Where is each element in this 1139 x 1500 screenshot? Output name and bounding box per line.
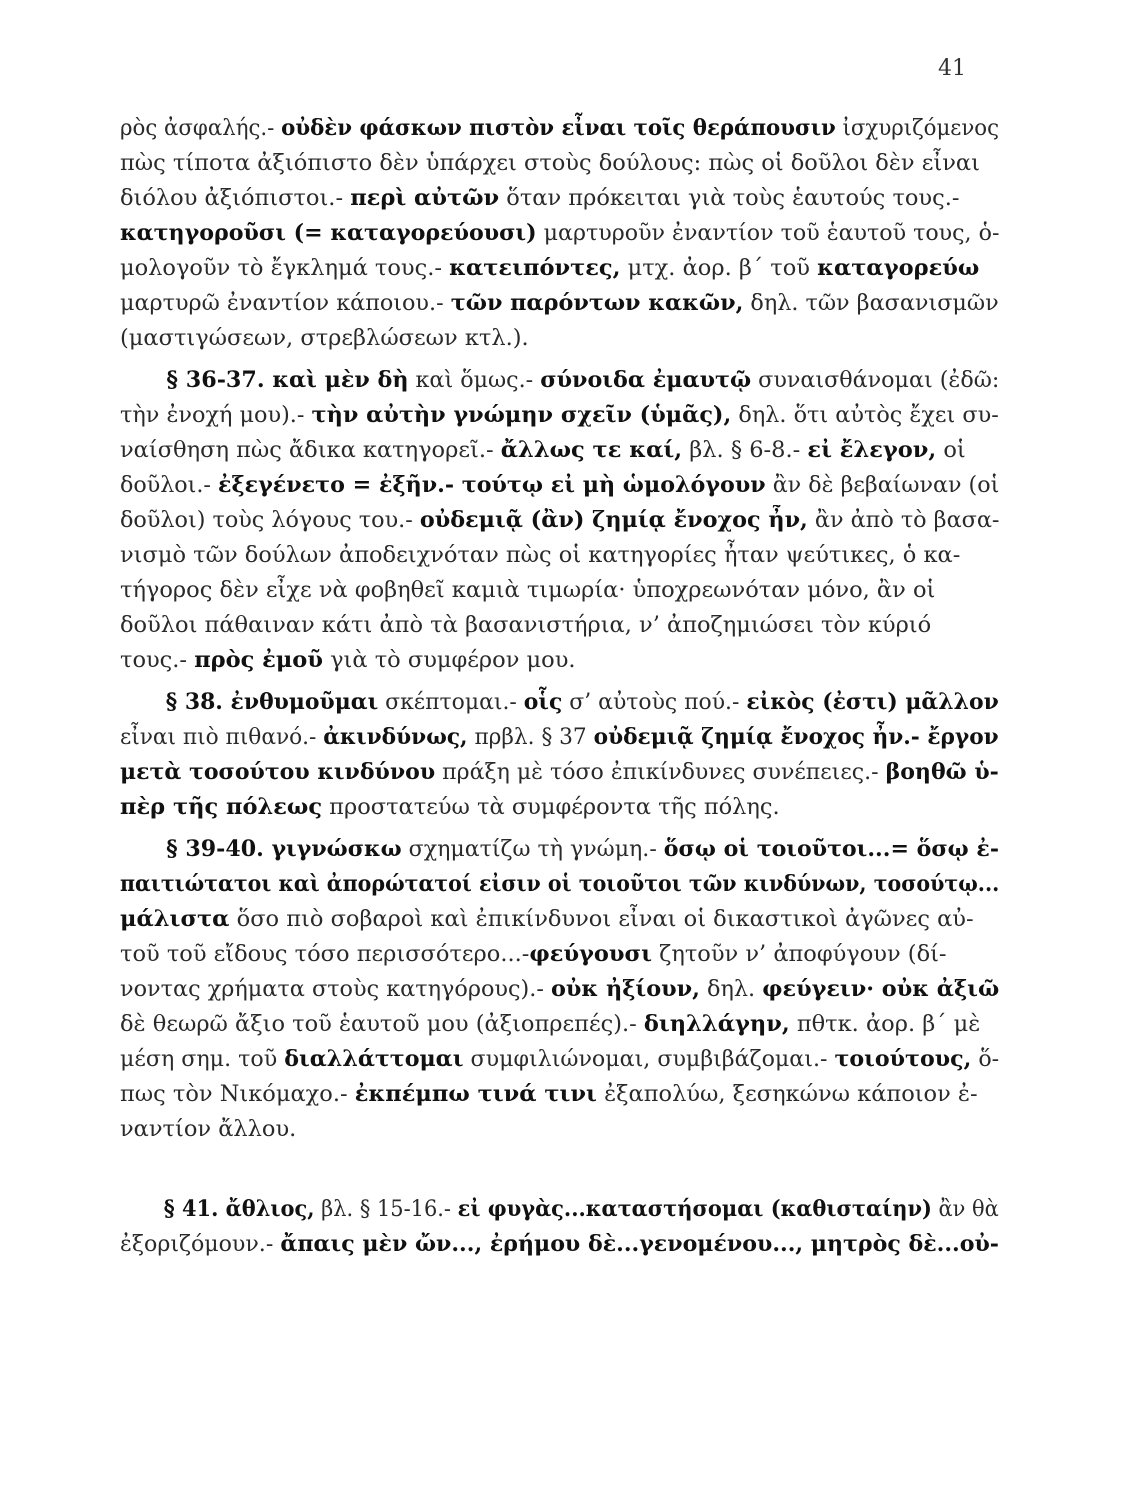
bold-term: ὅσῳ οἱ τοιοῦτοι...= ὅσῳ ἐ- xyxy=(663,836,1000,862)
text-run: πθτκ. ἀορ. β΄ μὲ xyxy=(789,1011,981,1037)
text-line xyxy=(120,218,999,248)
text-line xyxy=(120,1009,980,1039)
text-line xyxy=(120,435,966,465)
bold-term: οὐδεμιᾷ (ἂν) ζημίᾳ ἔνοχος ἦν, xyxy=(419,507,808,533)
bold-term: § 36-37. καὶ μὲν δὴ xyxy=(120,367,409,393)
text-line xyxy=(120,1079,978,1109)
bold-term: μετὰ τοσούτου κινδύνου xyxy=(120,759,436,785)
text-run: συμφιλιώνομαι, συμβιβάζομαι.- xyxy=(463,1046,835,1072)
text-run: ἂν δὲ βεβαίωναν (οἱ xyxy=(765,472,1000,498)
text-run: ἂν θὰ xyxy=(931,1196,999,1222)
text-run: σκέπτομαι.- xyxy=(378,689,524,715)
text-run: πως τὸν Νικόμαχο.- xyxy=(120,1081,355,1107)
text-run: δηλ. xyxy=(699,976,763,1002)
bold-term: εἰ φυγὰς...καταστήσομαι (καθισταίην) xyxy=(457,1196,932,1222)
text-line xyxy=(120,323,529,353)
text-line xyxy=(120,1044,999,1074)
bold-term: οὐκ ἠξίουν, xyxy=(551,976,700,1002)
text-line xyxy=(120,540,960,570)
text-run: δοῦλοι) τοὺς λόγους του.- xyxy=(120,507,420,533)
text-line xyxy=(120,834,999,864)
text-run: μέση σημ. τοῦ xyxy=(120,1046,285,1072)
bold-term: ἐκπέμπω τινά τινι xyxy=(354,1081,597,1107)
text-run: πὼς τίποτα ἀξιόπιστο δὲν ὑπάρχει στοὺς δούλους: πὼς οἱ δοῦλοι δὲν εἶναι xyxy=(120,150,980,176)
text-run: τὴν ἐνοχή μου).- xyxy=(120,402,312,428)
bold-term: παιτιώτατοι καὶ ἀπορώτατοί εἰσιν οἱ τοιοῦτοι τῶν κινδύνων, τοσούτῳ... xyxy=(120,871,1000,897)
text-line xyxy=(120,253,979,283)
bold-term: οὐδεμιᾷ ζημίᾳ ἔνοχος ἦν.- ἔργον xyxy=(593,724,999,750)
text-run: δηλ. ὅτι αὐτὸς ἔχει συ- xyxy=(731,402,999,428)
text-line xyxy=(120,183,959,213)
bold-term: ἀκινδύνως, xyxy=(323,724,468,750)
text-line xyxy=(120,1114,296,1144)
bold-term: § 38. ἐνθυμοῦμαι xyxy=(120,689,379,715)
text-line xyxy=(120,869,999,899)
text-run: εἶναι πιὸ πιθανό.- xyxy=(120,724,324,750)
text-run: τήγορος δὲν εἶχε νὰ φοβηθεῖ καμιὰ τιμωρία· ὑποχρεωνόταν μόνο, ἂν οἱ xyxy=(120,577,936,603)
text-run: δοῦλοι.- xyxy=(120,472,218,498)
text-run: τοῦ τοῦ εἴδους τόσο περισσότερο...- xyxy=(120,941,530,967)
text-run: ὅ- xyxy=(971,1046,1000,1072)
text-line xyxy=(120,1194,999,1224)
text-run: δοῦλοι πάθαιναν κάτι ἀπὸ τὰ βασανιστήρια, ν’ ἀποζημιώσει τὸν κύριό xyxy=(120,612,932,638)
text-run: νοντας χρήματα στοὺς κατηγόρους).- xyxy=(120,976,552,1002)
bold-term: § 39-40. γιγνώσκω xyxy=(120,836,402,862)
bold-term: διηλλάγην, xyxy=(643,1011,790,1037)
text-run: γιὰ τὸ συμφέρον μου. xyxy=(322,647,576,673)
text-run: (μαστιγώσεων, στρεβλώσεων κτλ.). xyxy=(120,325,529,351)
text-run: νισμὸ τῶν δούλων ἀποδειχνόταν πὼς οἱ κατηγορίες ἦταν ψεύτικες, ὁ κα- xyxy=(120,542,961,568)
bold-term: βοηθῶ ὑ- xyxy=(885,759,999,785)
text-line xyxy=(120,505,999,535)
text-line xyxy=(120,645,576,675)
text-line xyxy=(120,722,999,752)
bold-term: εἰ ἔλεγον, xyxy=(807,437,937,463)
text-run: διόλου ἀξιόπιστοι.- xyxy=(120,185,351,211)
bold-term: § 41. ἄθλιος, xyxy=(120,1196,315,1222)
bold-term: καταγορεύω xyxy=(817,255,980,281)
text-line xyxy=(120,365,999,395)
page-number: 41 xyxy=(938,56,966,81)
bold-term: πρὸς ἐμοῦ xyxy=(194,647,323,673)
text-line xyxy=(120,904,974,934)
text-line xyxy=(120,687,999,717)
text-line xyxy=(120,470,999,500)
text-run: σχηματίζω τὴ γνώμη.- xyxy=(401,836,664,862)
text-run: πράξη μὲ τόσο ἐπικίνδυνες συνέπειες.- xyxy=(435,759,886,785)
text-run: οἱ xyxy=(936,437,966,463)
text-line xyxy=(120,610,931,640)
text-run: μαρτυροῦν ἐναντίον τοῦ ἑαυτοῦ τους, ὁ- xyxy=(536,220,1000,246)
bold-term: οὐδὲν φάσκων πιστὸν εἶναι τοῖς θεράπουσιν xyxy=(281,115,836,141)
text-run: καὶ ὅμως.- xyxy=(408,367,541,393)
bold-term: περὶ αὐτῶν xyxy=(350,185,500,211)
text-line xyxy=(120,575,935,605)
text-run: πρβλ. § 37 xyxy=(467,724,594,750)
text-run: σ’ αὐτοὺς πού.- xyxy=(562,689,747,715)
text-line xyxy=(120,113,999,143)
bold-term: σύνοιδα ἐμαυτῷ xyxy=(540,367,752,393)
text-line xyxy=(120,1229,999,1259)
bold-term: κατειπόντες, xyxy=(449,255,621,281)
text-run: ἐξαπολύω, ξεσηκώνω κάποιον ἐ- xyxy=(596,1081,978,1107)
bold-term: οἷς xyxy=(523,689,563,715)
bold-term: φεύγουσι xyxy=(529,941,653,967)
text-line xyxy=(120,148,980,178)
text-run: ἐξοριζόμουν.- xyxy=(120,1231,281,1257)
text-run: μολογοῦν τὸ ἔγκλημά τους.- xyxy=(120,255,450,281)
text-run: τους.- xyxy=(120,647,195,673)
text-run: ἰσχυριζόμενος xyxy=(835,115,1000,141)
text-run: μαρτυρῶ ἐναντίον κάποιου.- xyxy=(120,290,451,316)
text-run: ὅσο πιὸ σοβαροὶ καὶ ἐπικίνδυνοι εἶναι οἱ δικαστικοὶ ἀγῶνες αὐ- xyxy=(229,906,974,932)
bold-term: ἐξεγένετο = ἐξῆν.- τούτῳ εἰ μὴ ὡμολόγουν xyxy=(217,472,766,498)
text-line xyxy=(120,288,999,318)
text-run: συναισθάνομαι (ἐδῶ: xyxy=(751,367,1000,393)
bold-term: ἄπαις μὲν ὤν..., ἐρήμου δὲ...γενομένου..., μητρὸς δὲ...οὐ- xyxy=(280,1231,999,1257)
bold-term: κατηγοροῦσι (= καταγορεύουσι) xyxy=(120,220,537,246)
text-run: μτχ. ἀορ. β΄ τοῦ xyxy=(620,255,818,281)
bold-term: διαλλάττομαι xyxy=(284,1046,464,1072)
text-run: ναντίον ἄλλου. xyxy=(120,1116,297,1142)
bold-term: μάλιστα xyxy=(120,906,230,932)
text-run: ρὸς ἀσφαλής.- xyxy=(120,115,282,141)
text-run: δὲ θεωρῶ ἄξιο τοῦ ἑαυτοῦ μου (ἀξιοπρεπές).- xyxy=(120,1011,644,1037)
bold-term: τοιούτους, xyxy=(834,1046,972,1072)
text-run: ὅταν πρόκειται γιὰ τοὺς ἑαυτούς τους.- xyxy=(499,185,960,211)
bold-term: πὲρ τῆς πόλεως xyxy=(120,794,323,820)
text-run: δηλ. τῶν βασανισμῶν xyxy=(743,290,999,316)
bold-term: τῶν παρόντων κακῶν, xyxy=(450,290,744,316)
text-line xyxy=(120,792,780,822)
bold-term: ἄλλως τε καί, xyxy=(500,437,683,463)
text-run: ἂν ἀπὸ τὸ βασα- xyxy=(807,507,1000,533)
bold-term: τὴν αὐτὴν γνώμην σχεῖν (ὑμᾶς), xyxy=(311,402,732,428)
bold-term: φεύγειν· οὐκ ἀξιῶ xyxy=(762,976,1000,1002)
text-run: προστατεύω τὰ συμφέροντα τῆς πόλης. xyxy=(322,794,780,820)
text-run: βλ. § 15-16.- xyxy=(314,1196,458,1222)
text-line xyxy=(120,400,999,430)
text-run: βλ. § 6-8.- xyxy=(682,437,808,463)
text-line xyxy=(120,757,999,787)
text-run: ναίσθηση πὼς ἄδικα κατηγορεῖ.- xyxy=(120,437,501,463)
text-line xyxy=(120,974,999,1004)
bold-term: εἰκὸς (ἐστι) μᾶλλον xyxy=(746,689,999,715)
text-run: ζητοῦν ν’ ἀποφύγουν (δί- xyxy=(652,941,947,967)
text-line xyxy=(120,939,947,969)
